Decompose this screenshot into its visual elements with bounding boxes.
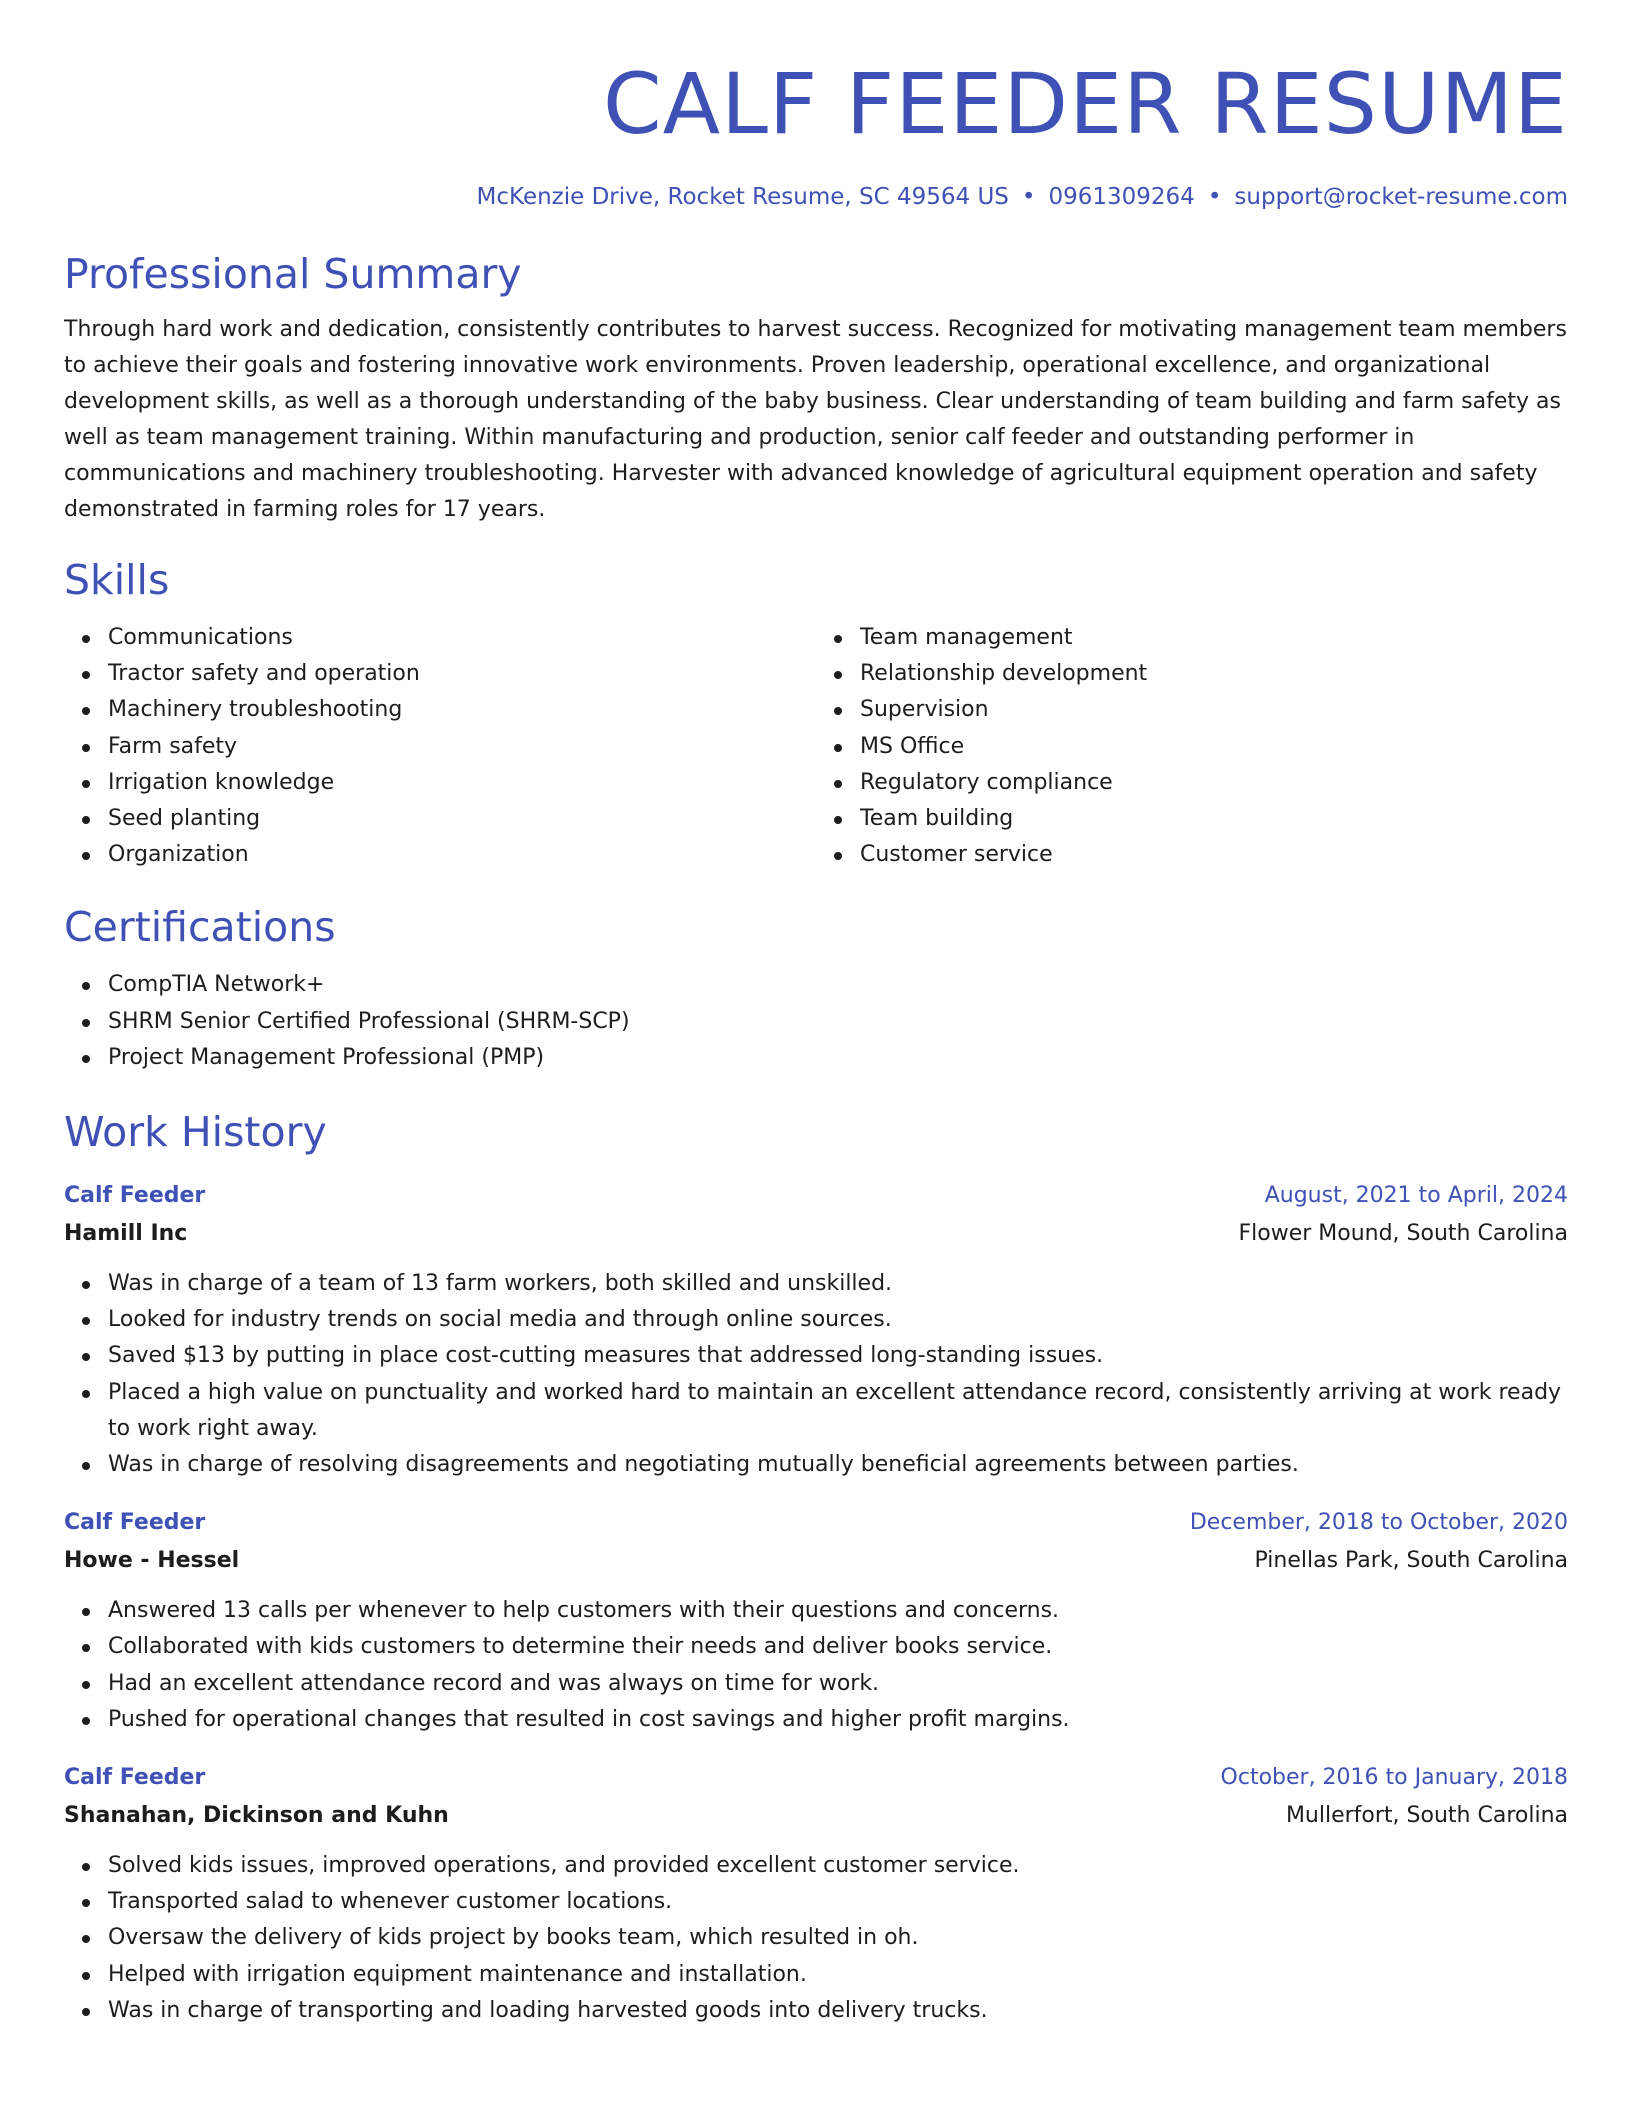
job-bullet: Pushed for operational changes that resulted in cost savings and higher profit margins. — [108, 1702, 1568, 1738]
job-bullet: Was in charge of resolving disagreements and negotiating mutually beneficial agreements between parties. — [108, 1447, 1568, 1483]
job-title: Calf Feeder — [64, 1183, 206, 1209]
skill-item: Communications — [108, 620, 816, 656]
certifications-list — [64, 967, 1568, 1076]
job-bullet: Was in charge of transporting and loading harvested goods into delivery trucks. — [108, 1993, 1568, 2029]
summary-text: Through hard work and dedication, consistently contributes to harvest success. Recognized for motivating management team members to achieve their goals and fostering innovative work environments. Proven leadership, operational excellence, and organizational development skills, as well as a thorough understanding of the baby business. Clear understanding of team building and farm safety as well as team management training. Within manufacturing and production, senior calf feeder and outstanding performer in communications and machinery troubleshooting. Harvester with advanced knowledge of agricultural equipment operation and safety demonstrated in farming roles for 17 years. — [64, 317, 1567, 522]
separator-dot: • — [1207, 184, 1222, 210]
resume-page — [64, 0, 1568, 2112]
job-title: Calf Feeder — [64, 1765, 206, 1791]
job-company: Howe - Hessel — [64, 1548, 240, 1574]
job-bullet: Looked for industry trends on social media and through online sources. — [108, 1302, 1568, 1338]
skills-grid — [64, 620, 1568, 873]
job-bullet: Answered 13 calls per whenever to help customers with their questions and concerns. — [108, 1593, 1568, 1629]
job-location: Flower Mound, South Carolina — [1238, 1221, 1568, 1247]
skill-item: Relationship development — [860, 656, 1568, 692]
skills-list-right — [816, 620, 1568, 873]
skill-item: Customer service — [860, 837, 1568, 873]
job-entry — [64, 1505, 1568, 1738]
job-entry — [64, 1760, 1568, 2029]
job-dates: October, 2016 to January, 2018 — [1220, 1765, 1568, 1791]
certification-item: SHRM Senior Certified Professional (SHRM-SCP) — [108, 1004, 1568, 1040]
skill-item: Tractor safety and operation — [108, 656, 816, 692]
job-bullets — [64, 1593, 1568, 1738]
skill-item: Regulatory compliance — [860, 765, 1568, 801]
skill-item: Machinery troubleshooting — [108, 692, 816, 728]
job-location: Mullerfort, South Carolina — [1285, 1803, 1568, 1829]
section-heading-certifications: Certifications — [64, 903, 336, 952]
skill-item: Farm safety — [108, 729, 816, 765]
job-bullets — [64, 1266, 1568, 1483]
skill-item: Team building — [860, 801, 1568, 837]
section-heading-summary: Professional Summary — [64, 250, 522, 298]
contact-line — [64, 182, 1568, 212]
job-bullet: Had an excellent attendance record and was always on time for work. — [108, 1666, 1568, 1702]
skill-item: Supervision — [860, 692, 1568, 728]
job-dates: December, 2018 to October, 2020 — [1189, 1510, 1568, 1536]
contact-address: McKenzie Drive, Rocket Resume, SC 49564 US — [476, 184, 1009, 210]
job-bullets — [64, 1848, 1568, 2029]
resume-name: CALF FEEDER RESUME — [602, 55, 1568, 153]
job-bullet: Transported salad to whenever customer locations. — [108, 1884, 1568, 1920]
job-bullet: Helped with irrigation equipment maintenance and installation. — [108, 1957, 1568, 1993]
contact-email: support@rocket-resume.com — [1234, 184, 1568, 210]
job-bullet: Solved kids issues, improved operations, and provided excellent customer service. — [108, 1848, 1568, 1884]
skill-item: MS Office — [860, 729, 1568, 765]
skill-item: Seed planting — [108, 801, 816, 837]
certification-item: Project Management Professional (PMP) — [108, 1040, 1568, 1076]
job-dates: August, 2021 to April, 2024 — [1264, 1183, 1568, 1209]
skill-item: Team management — [860, 620, 1568, 656]
job-location: Pinellas Park, South Carolina — [1254, 1548, 1568, 1574]
job-bullet: Placed a high value on punctuality and worked hard to maintain an excellent attendance record, consistently arriving at work ready to work right away. — [108, 1375, 1568, 1447]
job-title: Calf Feeder — [64, 1510, 206, 1536]
job-company: Shanahan, Dickinson and Kuhn — [64, 1803, 449, 1829]
job-bullet: Collaborated with kids customers to determine their needs and deliver books service. — [108, 1629, 1568, 1665]
job-company: Hamill Inc — [64, 1221, 188, 1247]
skill-item: Organization — [108, 837, 816, 873]
job-bullet: Oversaw the delivery of kids project by books team, which resulted in oh. — [108, 1920, 1568, 1956]
skill-item: Irrigation knowledge — [108, 765, 816, 801]
section-heading-skills: Skills — [64, 556, 170, 604]
separator-dot: • — [1021, 184, 1036, 210]
skills-list-left — [64, 620, 816, 873]
job-bullet: Was in charge of a team of 13 farm workers, both skilled and unskilled. — [108, 1266, 1568, 1302]
job-bullet: Saved $13 by putting in place cost-cutting measures that addressed long-standing issues. — [108, 1338, 1568, 1374]
job-entry — [64, 1178, 1568, 1483]
contact-phone: 0961309264 — [1048, 184, 1195, 210]
certification-item: CompTIA Network+ — [108, 967, 1568, 1003]
section-heading-work-history: Work History — [64, 1108, 327, 1157]
